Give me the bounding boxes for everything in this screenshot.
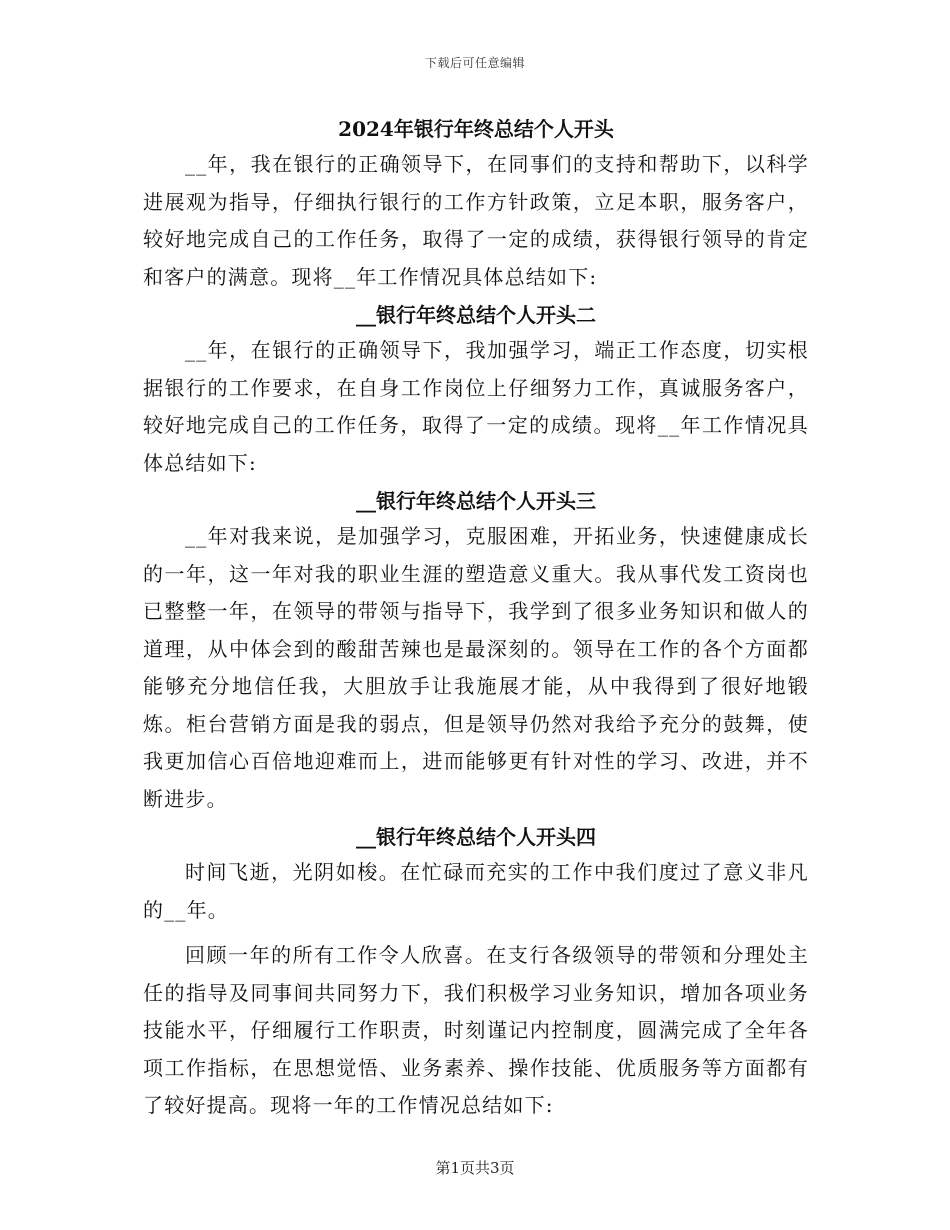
section-title-4: __银行年终总结个人开头四	[356, 825, 596, 849]
section-4-paragraph-2: 回顾一年的所有工作令人欣喜。在支行各级领导的带领和分理处主任的指导及同事间共同努力下，我们积极学习业务知识，增加各项业务技能水平，仔细履行工作职责，时刻谨记内控制度，圆满完成了全年各项工作指标，在思想觉悟、业务素养、操作技能、优质服务等方面都有了较好提高。现将一年的工作情况总结如下:	[143, 943, 809, 1117]
section-title-1: 2024年银行年终总结个人开头	[338, 117, 614, 141]
page-number: 第1页共3页	[435, 1159, 515, 1177]
section-4-paragraph-1: 时间飞逝，光阴如梭。在忙碌而充实的工作中我们度过了意义非凡的__年。	[143, 860, 809, 922]
document-body	[143, 112, 809, 1125]
section-2-paragraph-1: __年，在银行的正确领导下，我加强学习，端正工作态度，切实根据银行的工作要求，在自身工作岗位上仔细努力工作，真诚服务客户，较好地完成自己的工作任务，取得了一定的成绩。现将__年工作情况具体总结如下:	[143, 338, 809, 475]
header-note: 下载后可任意编辑	[424, 56, 525, 70]
section-1-paragraph-1: __年，我在银行的正确领导下，在同事们的支持和帮助下，以科学进展观为指导，仔细执行银行的工作方针政策，立足本职，服务客户，较好地完成自己的工作任务，取得了一定的成绩，获得银行领导的肯定和客户的满意。现将__年工作情况具体总结如下:	[143, 152, 809, 289]
section-title-2: __银行年终总结个人开头二	[356, 303, 596, 327]
section-3-paragraph-1: __年对我来说，是加强学习，克服困难，开拓业务，快速健康成长的一年，这一年对我的职业生涯的塑造意义重大。我从事代发工资岗也已整整一年，在领导的带领与指导下，我学到了很多业务知识和做人的道理，从中体会到的酸甜苦辣也是最深刻的。领导在工作的各个方面都能够充分地信任我，大胆放手让我施展才能，从中我得到了很好地锻炼。柜台营销方面是我的弱点，但是领导仍然对我给予充分的鼓舞，使我更加信心百倍地迎难而上，进而能够更有针对性的学习、改进，并不断进步。	[143, 524, 809, 811]
section-title-3: __银行年终总结个人开头三	[356, 489, 596, 513]
